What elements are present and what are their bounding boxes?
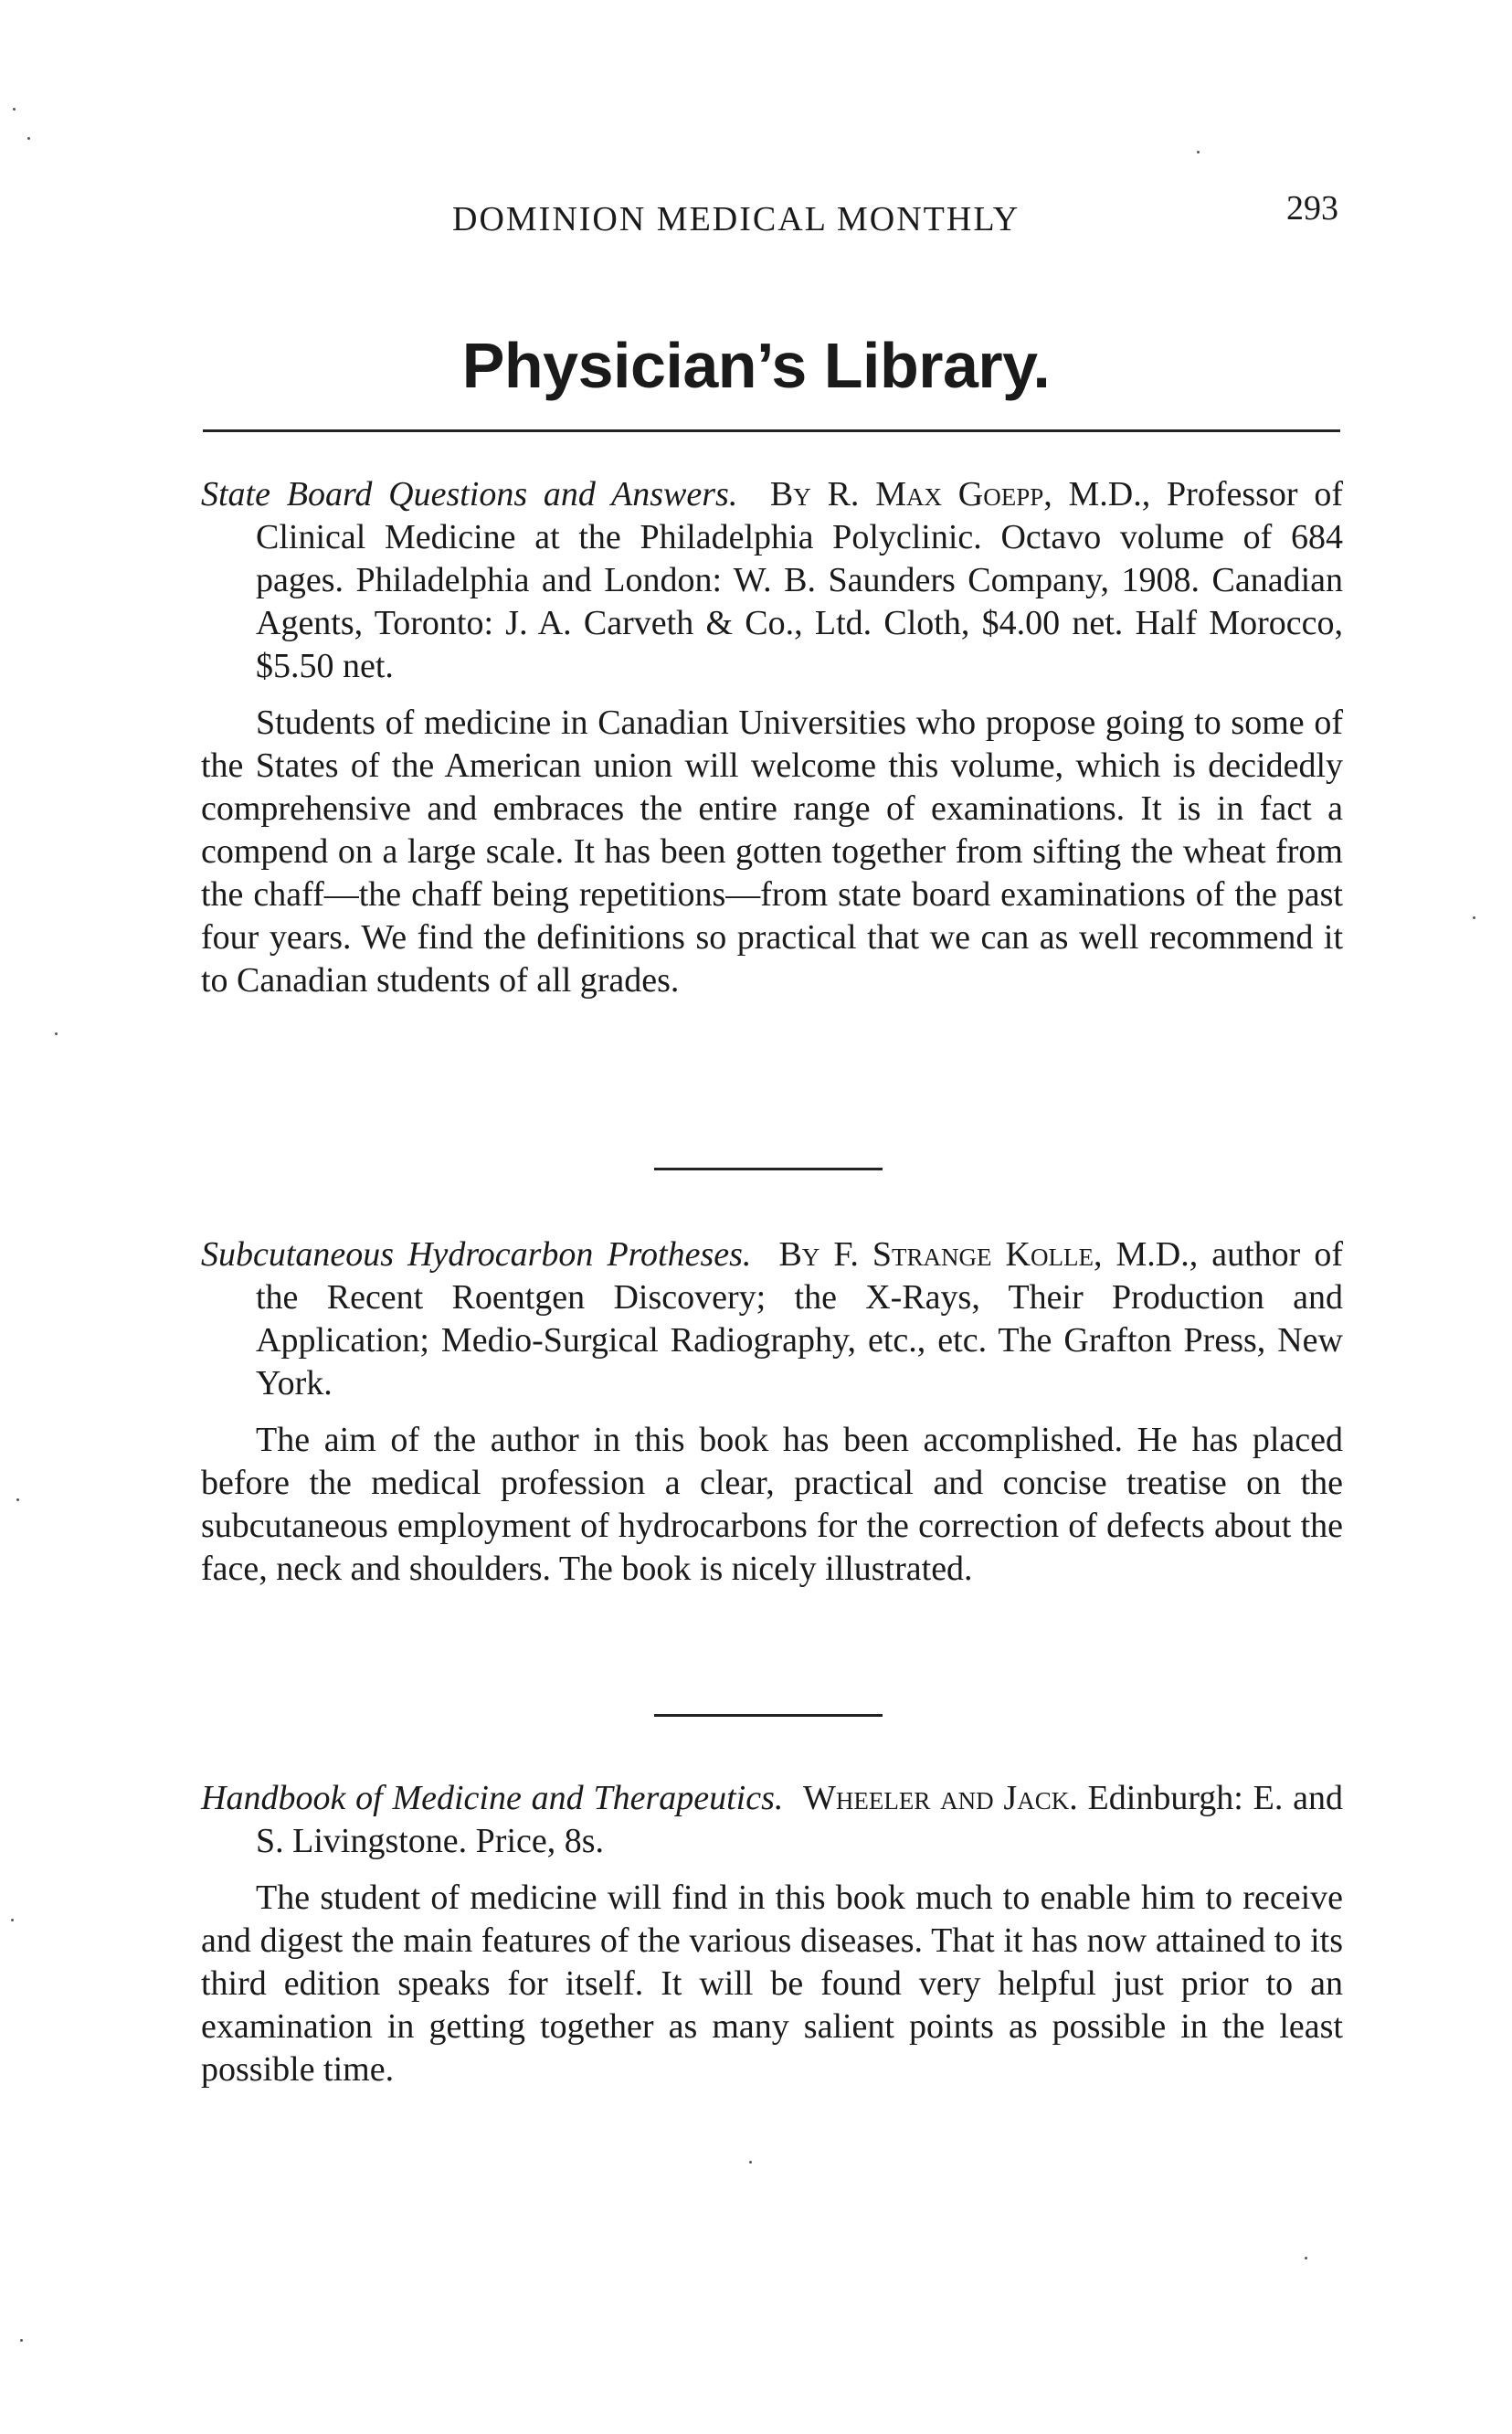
book-details: M.D., author of the Recent Roentgen Discovery; the X-Rays, Their Production and Application; Medio-Surgical Radiography, etc., etc. The Grafton Press, New York. (256, 1235, 1343, 1402)
book-title: Subcutaneous Hydrocarbon Protheses. (201, 1235, 752, 1274)
scan-speck (27, 137, 30, 140)
title-rule (203, 429, 1340, 432)
book-details: Professor of Clinical Medicine at the Philadelphia Polyclinic. Octavo volume of 684 pages. Philadelphia and London: W. B. Saunders Company, 1908. Canadian Agents, Toronto: J. A. Carveth & Co., Ltd. Cloth, $4.00 net. Half Morocco, $5.50 net. (256, 475, 1344, 685)
book-title: Handbook of Medicine and Therapeutics. (201, 1779, 784, 1817)
book-details: Edinburgh: E. and S. Livingstone. Price, 8s. (256, 1779, 1344, 1860)
scan-speck (11, 1919, 14, 1921)
review-heading (201, 1233, 1343, 1405)
review-entry (201, 1233, 1343, 1591)
book-title: State Board Questions and Answers. (201, 475, 738, 513)
review-body: The student of medicine will find in this book much to enable him to receive and digest the main features of the various diseases. That it has now attained to its third edition speaks for itself. It will be found very helpful just prior to an examination in getting together as many salient points as possible in the least possible time. (201, 1878, 1343, 2089)
scan-speck (749, 2161, 752, 2164)
scan-speck (16, 1498, 19, 1501)
scan-speck (1473, 916, 1475, 919)
review-entry (201, 1777, 1343, 2091)
author-prefix: By (769, 475, 811, 513)
running-head: DOMINION MEDICAL MONTHLY (452, 200, 1020, 238)
author-name: Wheeler and Jack. (802, 1779, 1078, 1817)
scan-speck (20, 2339, 23, 2342)
scan-speck (13, 108, 16, 111)
author-name: F. Strange Kolle, (833, 1235, 1103, 1274)
author-prefix: By (778, 1235, 820, 1274)
review-heading (201, 473, 1343, 688)
review-body: The aim of the author in this book has been accomplished. He has placed before the medical profession a clear, practical and concise treatise on the subcutaneous employment of hydrocarbons for the correction of defects about the face, neck and shoulders. The book is nicely illustrated. (201, 1421, 1343, 1588)
review-body: Students of medicine in Canadian Universities who propose going to some of the States of the American union will welcome this volume, which is decidedly comprehensive and embraces the entire range of examinations. It is in fact a compend on a large scale. It has been gotten together from sifting the wheat from the chaff—the chaff being repetitions—from state board examinations of the past four years. We find the definitions so practical that we can as well recommend it to Canadian students of all grades. (201, 704, 1343, 1000)
review-heading (201, 1777, 1343, 1863)
author-name: R. Max Goepp, M.D., (827, 475, 1151, 513)
page-number: 293 (1286, 189, 1338, 228)
section-divider (654, 1714, 883, 1717)
section-divider (654, 1168, 883, 1170)
scan-speck (1305, 2257, 1307, 2259)
scan-speck (55, 1032, 58, 1035)
review-entry (201, 473, 1343, 1002)
scan-speck (1197, 151, 1200, 153)
section-title: Physician’s Library. (461, 330, 1051, 401)
